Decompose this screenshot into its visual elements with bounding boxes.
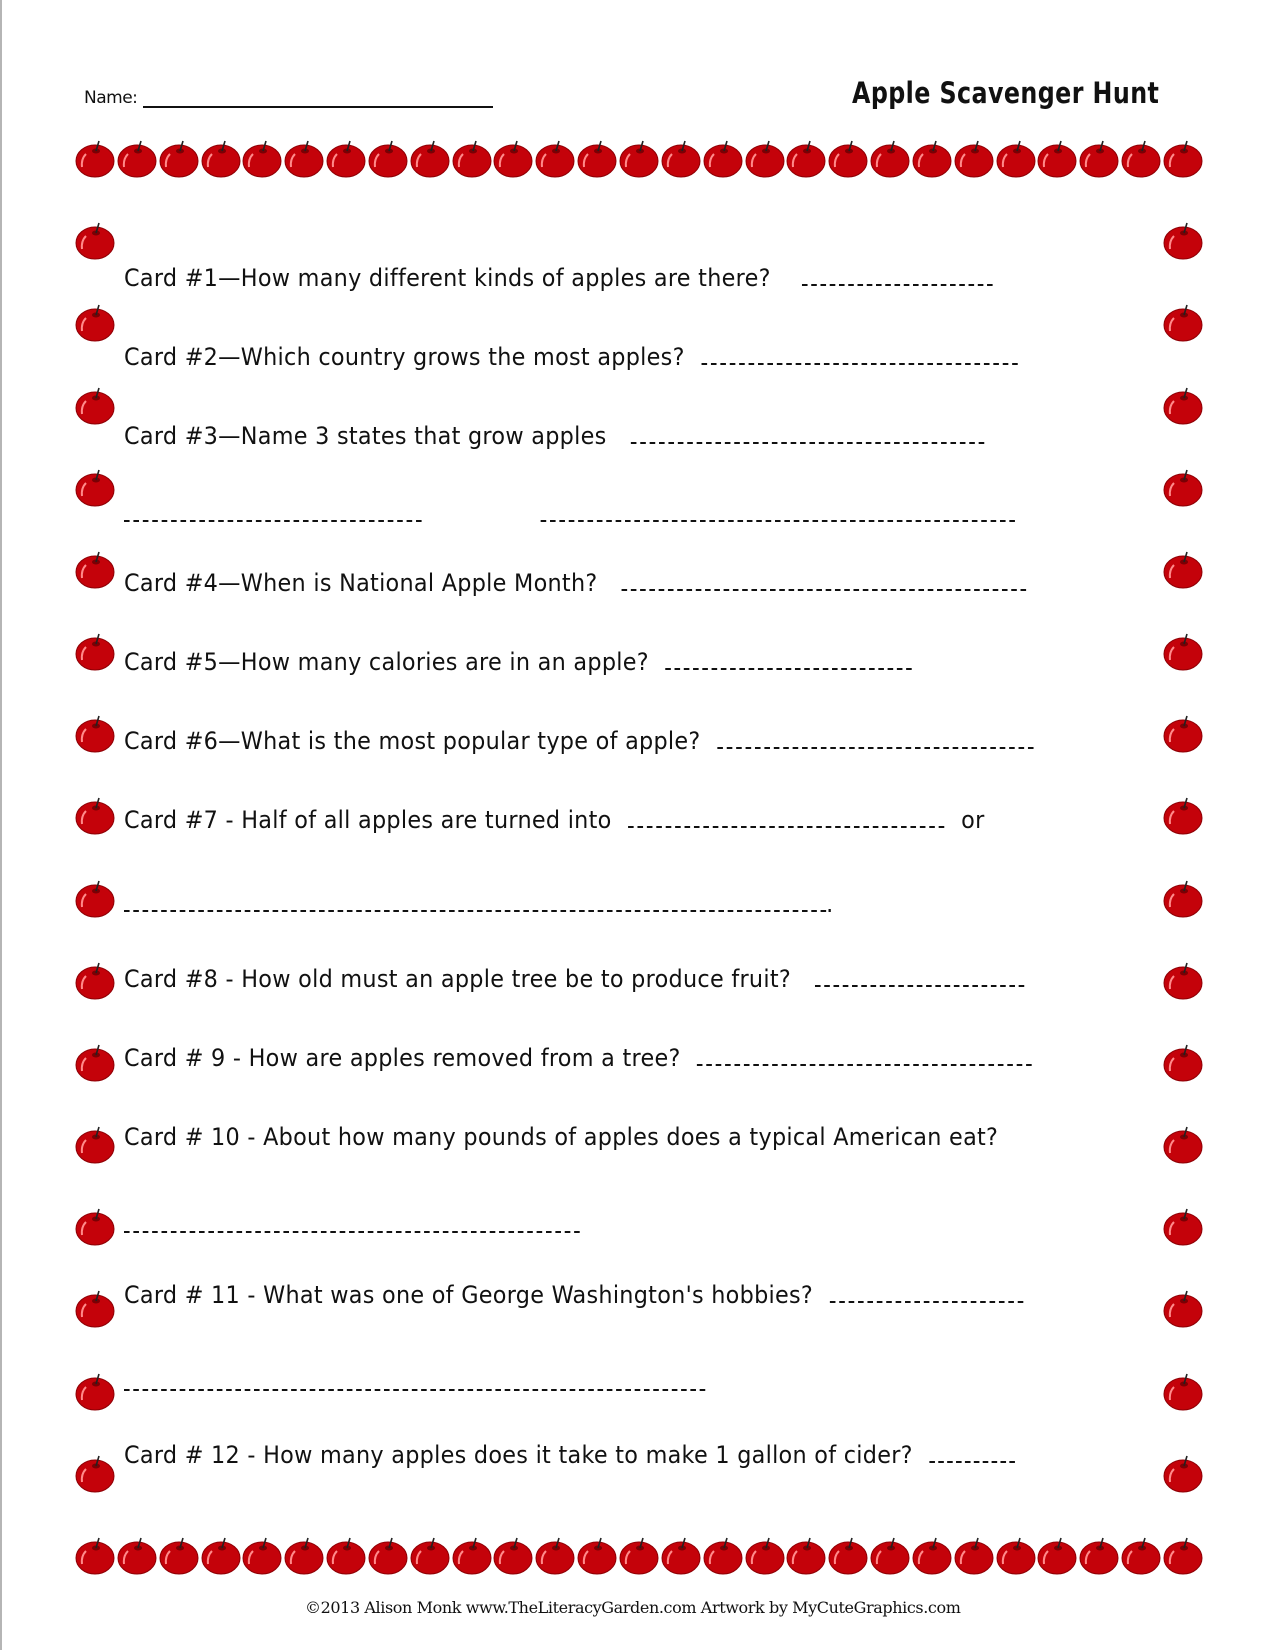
worksheet-title: Apple Scavenger Hunt (852, 76, 1160, 110)
apple-icon (74, 1452, 116, 1494)
apple-icon (534, 137, 576, 179)
apple-icon (911, 1534, 953, 1576)
question-card-10 (124, 1123, 998, 1151)
apple-icon (492, 1534, 534, 1576)
apple-icon (74, 1205, 116, 1247)
apple-icon (116, 137, 158, 179)
answer-blank[interactable] (124, 1369, 705, 1391)
apple-icon (1078, 1534, 1120, 1576)
answer-blank[interactable] (666, 648, 912, 670)
question-card-10-continuation (124, 1211, 580, 1239)
apple-icon (576, 137, 618, 179)
name-field-row (84, 88, 493, 108)
question-text: Card #4—When is National Apple Month? (124, 569, 598, 597)
apple-icon (1162, 1041, 1204, 1083)
apple-icon (325, 1534, 367, 1576)
answer-blank[interactable] (802, 264, 993, 286)
apple-icon (702, 1534, 744, 1576)
answer-blank[interactable] (628, 806, 944, 828)
apple-icon (1162, 137, 1204, 179)
apple-icon (200, 1534, 242, 1576)
apple-icon (1162, 219, 1204, 261)
apple-icon (1120, 1534, 1162, 1576)
apple-icon (74, 630, 116, 672)
answer-blank[interactable] (929, 1441, 1015, 1463)
apple-icon (1162, 1123, 1204, 1165)
answer-blank[interactable] (717, 727, 1033, 749)
question-card-4 (124, 569, 1026, 597)
answer-blank[interactable] (697, 1044, 1032, 1066)
question-text: Card #7 - Half of all apples are turned into (124, 806, 612, 834)
apple-icon (158, 1534, 200, 1576)
apple-icon (953, 1534, 995, 1576)
apple-icon (1162, 1370, 1204, 1412)
page-left-edge (0, 0, 2, 1650)
answer-blank[interactable] (124, 890, 826, 912)
question-text: Card #5—How many calories are in an apple? (124, 648, 649, 676)
apple-icon (74, 548, 116, 590)
apple-icon (74, 1041, 116, 1083)
question-card-12 (124, 1441, 1015, 1469)
apple-icon (827, 137, 869, 179)
apple-icon (744, 137, 786, 179)
apple-icon (953, 137, 995, 179)
question-card-3 (124, 422, 984, 450)
apple-icon (576, 1534, 618, 1576)
apple-icon (74, 1287, 116, 1329)
answer-blank[interactable] (124, 1211, 580, 1233)
question-text: Card #2—Which country grows the most apples? (124, 343, 685, 371)
apple-icon (827, 1534, 869, 1576)
question-card-1 (124, 264, 993, 292)
apple-icon (325, 137, 367, 179)
apple-icon (241, 1534, 283, 1576)
question-card-7 (124, 806, 985, 834)
question-card-9 (124, 1044, 1032, 1072)
apple-icon (74, 137, 116, 179)
apple-icon (74, 1534, 116, 1576)
apple-icon (74, 1370, 116, 1412)
apple-icon (618, 137, 660, 179)
apple-icon (785, 137, 827, 179)
question-card-11-continuation (124, 1369, 705, 1397)
apple-icon (1162, 548, 1204, 590)
apple-icon (1162, 630, 1204, 672)
apple-icon (702, 137, 744, 179)
apple-icon (1162, 1534, 1204, 1576)
apple-icon (869, 137, 911, 179)
apple-icon (1162, 301, 1204, 343)
name-label: Name: (84, 88, 138, 108)
apple-icon (1036, 1534, 1078, 1576)
apple-icon (200, 137, 242, 179)
question-card-2 (124, 343, 1018, 371)
question-card-8 (124, 965, 1024, 993)
apple-icon (1162, 384, 1204, 426)
answer-blank[interactable] (830, 1281, 1023, 1303)
answer-blank[interactable] (622, 569, 1027, 591)
answer-blank[interactable] (541, 500, 1015, 522)
apple-icon (1162, 466, 1204, 508)
answer-blank[interactable] (701, 343, 1017, 365)
apple-icon (744, 1534, 786, 1576)
question-text: Card #1—How many different kinds of apples are there? (124, 264, 771, 292)
apple-icon (409, 137, 451, 179)
apple-icon (534, 1534, 576, 1576)
question-text: Card #8 - How old must an apple tree be to produce fruit? (124, 965, 791, 993)
apple-icon (911, 137, 953, 179)
apple-icon (1162, 1452, 1204, 1494)
apple-icon (74, 384, 116, 426)
apple-icon (1036, 137, 1078, 179)
question-text: Card # 11 - What was one of George Washington's hobbies? (124, 1281, 814, 1309)
apple-icon (74, 466, 116, 508)
apple-icon (1162, 794, 1204, 836)
apple-icon (660, 137, 702, 179)
apple-icon (116, 1534, 158, 1576)
apple-icon (158, 137, 200, 179)
apple-icon (74, 712, 116, 754)
apple-icon (283, 1534, 325, 1576)
apple-icon (869, 1534, 911, 1576)
apple-icon (451, 137, 493, 179)
question-text: Card #3—Name 3 states that grow apples (124, 422, 607, 450)
apple-icon (241, 137, 283, 179)
apple-icon (451, 1534, 493, 1576)
apple-icon (995, 1534, 1037, 1576)
apple-icon (74, 301, 116, 343)
answer-blank[interactable] (815, 965, 1024, 987)
apple-icon (367, 1534, 409, 1576)
apple-icon (74, 1123, 116, 1165)
question-connector: or (961, 806, 985, 834)
question-card-5 (124, 648, 912, 676)
apple-icon (1162, 1287, 1204, 1329)
apple-icon (74, 959, 116, 1001)
answer-blank[interactable] (124, 500, 422, 522)
apple-icon (660, 1534, 702, 1576)
apple-icon (367, 137, 409, 179)
apple-icon (283, 137, 325, 179)
question-card-11 (124, 1281, 1023, 1309)
sentence-period: . (826, 890, 834, 918)
question-text: Card #6—What is the most popular type of apple? (124, 727, 701, 755)
name-input-line[interactable] (143, 88, 493, 108)
apple-icon (492, 137, 534, 179)
copyright-footer: ©2013 Alison Monk www.TheLiteracyGarden.com Artwork by MyCuteGraphics.com (305, 1598, 961, 1617)
question-card-6 (124, 727, 1033, 755)
apple-icon (618, 1534, 660, 1576)
apple-icon (1162, 877, 1204, 919)
answer-blank[interactable] (631, 422, 984, 444)
apple-icon (1162, 712, 1204, 754)
apple-icon (1120, 137, 1162, 179)
apple-icon (74, 877, 116, 919)
apple-icon (995, 137, 1037, 179)
apple-icon (1162, 959, 1204, 1001)
question-text: Card # 9 - How are apples removed from a tree? (124, 1044, 681, 1072)
apple-icon (409, 1534, 451, 1576)
apple-icon (1078, 137, 1120, 179)
apple-icon (785, 1534, 827, 1576)
apple-icon (74, 219, 116, 261)
question-text: Card # 10 - About how many pounds of apples does a typical American eat? (124, 1123, 999, 1151)
apple-icon (74, 794, 116, 836)
question-card-7-continuation (124, 890, 834, 918)
apple-icon (1162, 1205, 1204, 1247)
question-text: Card # 12 - How many apples does it take to make 1 gallon of cider? (124, 1441, 913, 1469)
question-card-3-continuation (124, 500, 1015, 528)
